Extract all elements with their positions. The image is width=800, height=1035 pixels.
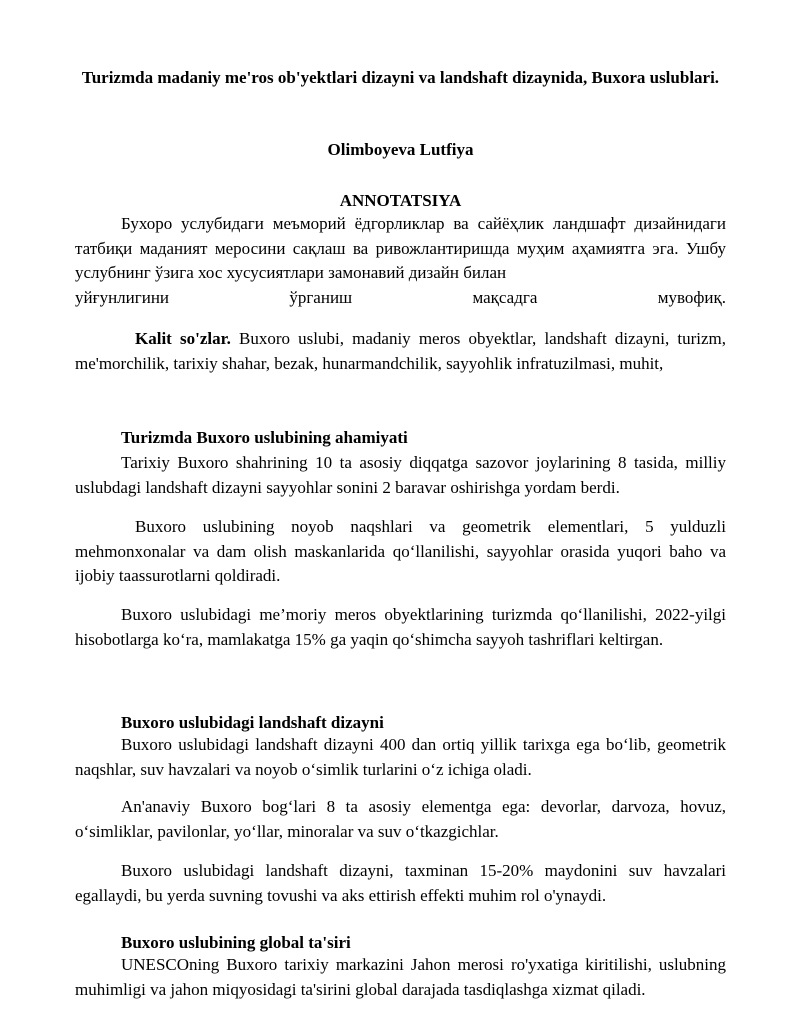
section-2-paragraph-1: Buxoro uslubidagi landshaft dizayni 400 dan ortiq yillik tarixga ega bo‘lib, geometrik naqshlar, suv havzalari va noyob o‘simlik turlarini o‘z ichiga oladi. <box>75 735 726 779</box>
author-name: Olimboyeva Lutfiya <box>327 140 474 159</box>
keywords-paragraph <box>75 327 726 376</box>
section-heading-importance: Turizmda Buxoro uslubining ahamiyati <box>121 428 408 447</box>
annotation-paragraph <box>75 212 726 286</box>
section-2-paragraph-3: Buxoro uslubidagi landshaft dizayni, taxminan 15-20% maydonini suv havzalari egallaydi, bu yerda suvning tovushi va aks ettirish effekti muhim rol o'ynaydi. <box>75 861 726 905</box>
section-2-paragraph-2: An'anaviy Buxoro bog‘lari 8 ta asosiy elementga ega: devorlar, darvoza, hovuz, o‘simliklar, pavilonlar, yo‘llar, minoralar va suv o‘tkazgichlar. <box>75 797 726 841</box>
section-heading-landscape: Buxoro uslubidagi landshaft dizayni <box>121 713 384 732</box>
section-1-paragraph-2: Buxoro uslubining noyob naqshlari va geometrik elementlari, 5 yulduzli mehmonxonalar va dam olish maskanlarida qo‘llanilishi, sayyohlar orasida yuqori baho va ijobiy taassurotlarni qoldiradi. <box>75 517 726 585</box>
section-heading-global: Buxoro uslubining global ta'siri <box>121 933 351 952</box>
section-3-paragraph-1: UNESCOning Buxoro tarixiy markazini Jahon merosi ro'yxatiga kiritilishi, uslubning muhimligi va jahon miqyosidagi ta'sirini global darajada tasdiqlashga xizmat qiladi. <box>75 955 726 999</box>
section-1-paragraph-3: Buxoro uslubidagi me’moriy meros obyektlarining turizmda qo‘llanilishi, 2022-yilgi hisobotlarga ko‘ra, mamlakatga 15% ga yaqin qo‘shimcha sayyoh tashriflari keltirgan. <box>75 605 726 649</box>
annotation-last-line: уйғунлигини ўрганиш мақсадга мувофиқ. <box>75 287 726 307</box>
annotation-text: Бухоро услубидаги меъморий ёдгорликлар ва сайёҳлик ландшафт дизайнидаги татбиқи маданият меросини сақлаш ва ривожлантиришда муҳим аҳамиятга эга. Ушбу услубнинг ўзига хос хусусиятлари замонавий дизайн билан <box>75 214 726 282</box>
paper-title: Turizmda madaniy me'ros ob'yektlari dizayni va landshaft dizaynida, Buxora uslublari. <box>81 68 720 87</box>
section-1-paragraph-1: Tarixiy Buxoro shahrining 10 ta asosiy diqqatga sazovor joylarining 8 tasida, milliy uslubdagi landshaft dizayni sayyohlar sonini 2 baravar oshirishga yordam berdi. <box>75 453 726 497</box>
annotation-heading: ANNOTATSIYA <box>339 191 462 210</box>
keywords-label: Kalit so'zlar. <box>135 329 231 348</box>
keywords-text: Buxoro uslubi, madaniy meros obyektlar, landshaft dizayni, turizm, me'morchilik, tarixiy shahar, bezak, hunarmandchilik, sayyohlik infratuzilmasi, muhit, <box>75 329 726 373</box>
